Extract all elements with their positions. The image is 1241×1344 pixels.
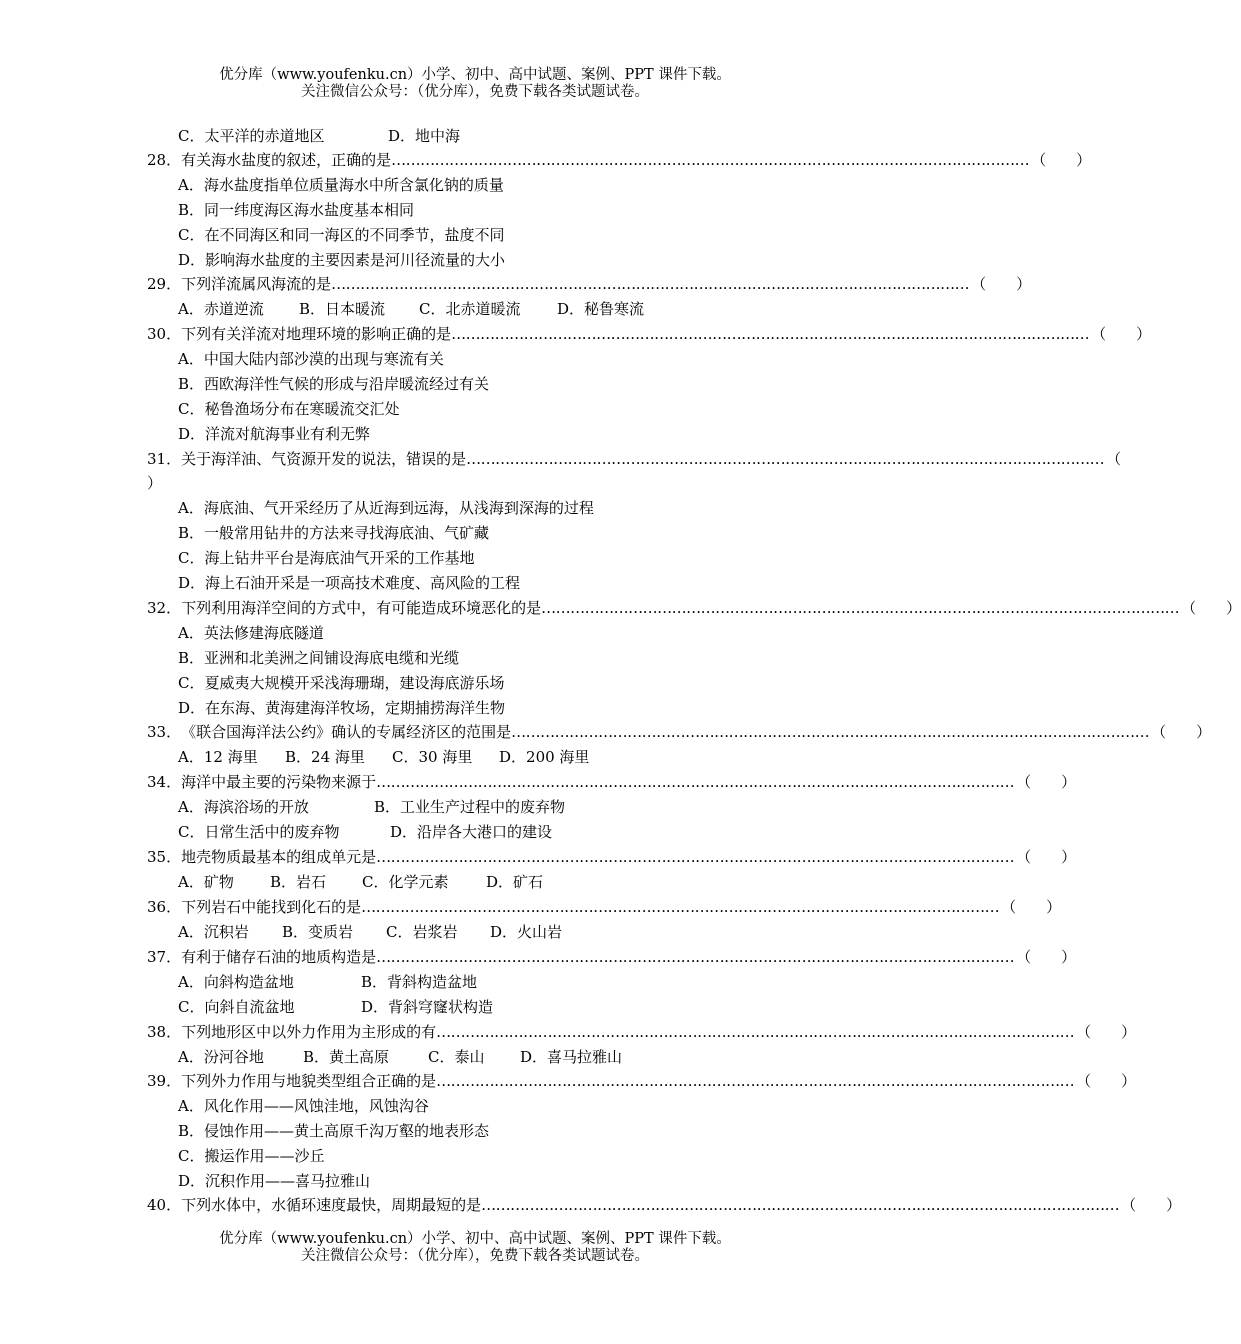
question-number: 28． <box>147 151 182 169</box>
leader-dots: …………………………………………………………………………………………………………………… <box>376 948 1015 966</box>
answer-blank[interactable]: （ ） <box>1121 1196 1182 1214</box>
q33-options <box>178 745 589 770</box>
leader-dots: …………………………………………………………………………………………………………………… <box>376 848 1015 866</box>
q27-options-cd <box>178 124 460 149</box>
leader-dots: …………………………………………………………………………………………………………………… <box>451 325 1090 343</box>
header-line-1: 优分库（www.youfenku.cn）小学、初中、高中试题、案例、PPT 课件下载。 <box>219 67 731 83</box>
option-a: A．风化作用——风蚀洼地，风蚀沟谷 <box>178 1097 429 1115</box>
question-text: 下列地形区中以外力作用为主形成的有 <box>181 1023 437 1041</box>
page-header <box>0 67 950 101</box>
leader-dots: …………………………………………………………………………………………………………………… <box>541 599 1180 617</box>
option-b: B．24 海里 <box>285 748 365 766</box>
question-number: 40． <box>147 1196 182 1214</box>
q36-options <box>178 920 562 945</box>
leader-dots: …………………………………………………………………………………………………………………… <box>361 898 1000 916</box>
option-b: B．工业生产过程中的废弃物 <box>374 798 566 816</box>
option-c: C．太平洋的赤道地区 <box>178 127 325 145</box>
option-d: D．200 海里 <box>499 748 590 766</box>
answer-blank[interactable]: （ ） <box>1016 773 1077 791</box>
question-text: 下列岩石中能找到化石的是 <box>181 898 362 916</box>
answer-blank[interactable]: （ ） <box>1031 151 1092 169</box>
option-c: C．岩浆岩 <box>386 923 458 941</box>
option-b: B．黄土高原 <box>303 1048 390 1066</box>
question-number: 34． <box>147 773 182 791</box>
option-a: A．向斜构造盆地 <box>178 973 294 991</box>
option-d: D．矿石 <box>486 873 544 891</box>
footer-line-2: 关注微信公众号：（优分库），免费下载各类试题试卷。 <box>301 1248 649 1264</box>
option-b: B．侵蚀作用——黄土高原千沟万壑的地表形态 <box>178 1122 490 1140</box>
question-number: 35． <box>147 848 182 866</box>
question-text: 地壳物质最基本的组成单元是 <box>181 848 377 866</box>
answer-blank[interactable]: （ ） <box>1181 599 1241 617</box>
answer-blank[interactable]: （ ） <box>1016 948 1077 966</box>
option-d: D．地中海 <box>388 127 461 145</box>
option-d: D．洋流对航海事业有利无弊 <box>178 425 371 443</box>
option-c: C．秘鲁渔场分布在寒暖流交汇处 <box>178 400 400 418</box>
option-d: D．沿岸各大港口的建设 <box>390 823 553 841</box>
option-d: D．背斜穹窿状构造 <box>361 998 494 1016</box>
option-a: A．矿物 <box>178 873 234 891</box>
question-31 <box>147 447 1122 472</box>
option-a: A．海底油、气开采经历了从近海到远海，从浅海到深海的过程 <box>178 499 594 517</box>
option-b: B．背斜构造盆地 <box>361 973 478 991</box>
option-a: A．海滨浴场的开放 <box>178 798 309 816</box>
option-d: D．影响海水盐度的主要因素是河川径流量的大小 <box>178 251 506 269</box>
answer-blank[interactable]: （ ） <box>1076 1072 1137 1090</box>
option-b: B．岩石 <box>270 873 327 891</box>
q37-options-cd <box>178 995 493 1020</box>
question-30 <box>147 322 1152 347</box>
question-text: 关于海洋油、气资源开发的说法，错误的是 <box>181 450 467 468</box>
leader-dots: …………………………………………………………………………………………………………………… <box>436 1023 1075 1041</box>
option-d: D．海上石油开采是一项高技术难度、高风险的工程 <box>178 574 521 592</box>
question-32 <box>147 596 1241 621</box>
option-b: B．变质岩 <box>282 923 354 941</box>
leader-dots: …………………………………………………………………………………………………………………… <box>376 773 1015 791</box>
option-d: D．沉积作用——喜马拉雅山 <box>178 1172 371 1190</box>
option-a: A．沉积岩 <box>178 923 249 941</box>
leader-dots: …………………………………………………………………………………………………………………… <box>391 151 1030 169</box>
q34-options-cd <box>178 820 552 845</box>
question-text: 下列利用海洋空间的方式中，有可能造成环境恶化的是 <box>181 599 542 617</box>
leader-dots: …………………………………………………………………………………………………………………… <box>436 1072 1075 1090</box>
leader-dots: …………………………………………………………………………………………………………………… <box>331 275 970 293</box>
question-number: 38． <box>147 1023 182 1041</box>
leader-dots: …………………………………………………………………………………………………………………… <box>511 723 1150 741</box>
question-number: 31． <box>147 450 182 468</box>
option-d: D．秘鲁寒流 <box>557 300 645 318</box>
question-number: 37． <box>147 948 182 966</box>
page-footer <box>0 1231 950 1265</box>
option-b: B．西欧海洋性气候的形成与沿岸暖流经过有关 <box>178 375 490 393</box>
option-a: A．12 海里 <box>178 748 258 766</box>
option-c: C．向斜自流盆地 <box>178 998 295 1016</box>
option-c: C．北赤道暖流 <box>419 300 521 318</box>
answer-blank[interactable]: （ ） <box>971 275 1032 293</box>
question-text: 下列有关洋流对地理环境的影响正确的是 <box>181 325 452 343</box>
question-number: 39． <box>147 1072 182 1090</box>
question-number: 29． <box>147 275 182 293</box>
question-number: 33． <box>147 723 182 741</box>
question-33 <box>147 720 1212 745</box>
question-37 <box>147 945 1077 970</box>
q37-options-ab <box>178 970 477 995</box>
answer-blank[interactable]: （ ） <box>1016 848 1077 866</box>
option-c: C．日常生活中的废弃物 <box>178 823 340 841</box>
answer-blank[interactable]: （ ） <box>1151 723 1212 741</box>
option-d: D．在东海、黄海建海洋牧场，定期捕捞海洋生物 <box>178 699 506 717</box>
q34-options-ab <box>178 795 565 820</box>
question-38 <box>147 1020 1137 1045</box>
question-text: 有利于储存石油的地质构造是 <box>181 948 377 966</box>
question-40 <box>147 1193 1182 1218</box>
option-a: A．汾河谷地 <box>178 1048 264 1066</box>
question-36 <box>147 895 1062 920</box>
question-number: 30． <box>147 325 182 343</box>
question-35 <box>147 845 1077 870</box>
option-c: C．化学元素 <box>362 873 449 891</box>
option-c: C．泰山 <box>428 1048 485 1066</box>
option-c: C．搬运作用——沙丘 <box>178 1147 325 1165</box>
q38-options <box>178 1045 622 1070</box>
header-line-2: 关注微信公众号：（优分库），免费下载各类试题试卷。 <box>301 84 649 100</box>
option-b: B．亚洲和北美洲之间铺设海底电缆和光缆 <box>178 649 460 667</box>
option-c: C．在不同海区和同一海区的不同季节，盐度不同 <box>178 226 505 244</box>
option-d: D．喜马拉雅山 <box>520 1048 623 1066</box>
footer-line-1: 优分库（www.youfenku.cn）小学、初中、高中试题、案例、PPT 课件下载。 <box>219 1231 731 1247</box>
question-39 <box>147 1069 1137 1094</box>
option-a: A．英法修建海底隧道 <box>178 624 324 642</box>
answer-blank-open[interactable]: （ <box>1106 450 1122 468</box>
q35-options <box>178 870 543 895</box>
option-c: C．海上钻井平台是海底油气开采的工作基地 <box>178 549 475 567</box>
question-34 <box>147 770 1077 795</box>
answer-blank[interactable]: （ ） <box>1076 1023 1137 1041</box>
option-b: B．同一纬度海区海水盐度基本相同 <box>178 201 415 219</box>
leader-dots: …………………………………………………………………………………………………………………… <box>481 1196 1120 1214</box>
option-d: D．火山岩 <box>490 923 563 941</box>
question-text: 有关海水盐度的叙述，正确的是 <box>181 151 392 169</box>
question-text: 下列外力作用与地貌类型组合正确的是 <box>181 1072 437 1090</box>
answer-blank[interactable]: （ ） <box>1001 898 1062 916</box>
question-number: 36． <box>147 898 182 916</box>
question-text: 下列水体中，水循环速度最快，周期最短的是 <box>181 1196 482 1214</box>
option-b: B．一般常用钻井的方法来寻找海底油、气矿藏 <box>178 524 490 542</box>
question-text: 海洋中最主要的污染物来源于 <box>181 773 377 791</box>
question-29 <box>147 272 1032 297</box>
option-a: A．中国大陆内部沙漠的出现与寒流有关 <box>178 350 444 368</box>
answer-blank-close: ） <box>147 474 163 492</box>
option-c: C．夏威夷大规模开采浅海珊瑚，建设海底游乐场 <box>178 674 505 692</box>
question-28 <box>147 148 1092 173</box>
question-text: 下列洋流属风海流的是 <box>181 275 332 293</box>
leader-dots: …………………………………………………………………………………………………………………… <box>466 450 1105 468</box>
option-b: B．日本暖流 <box>299 300 386 318</box>
question-text: 《联合国海洋法公约》确认的专属经济区的范围是 <box>181 723 512 741</box>
question-number: 32． <box>147 599 182 617</box>
option-a: A．海水盐度指单位质量海水中所含氯化钠的质量 <box>178 176 504 194</box>
option-a: A．赤道逆流 <box>178 300 264 318</box>
q29-options <box>178 297 644 322</box>
answer-blank[interactable]: （ ） <box>1091 325 1152 343</box>
option-c: C．30 海里 <box>392 748 473 766</box>
